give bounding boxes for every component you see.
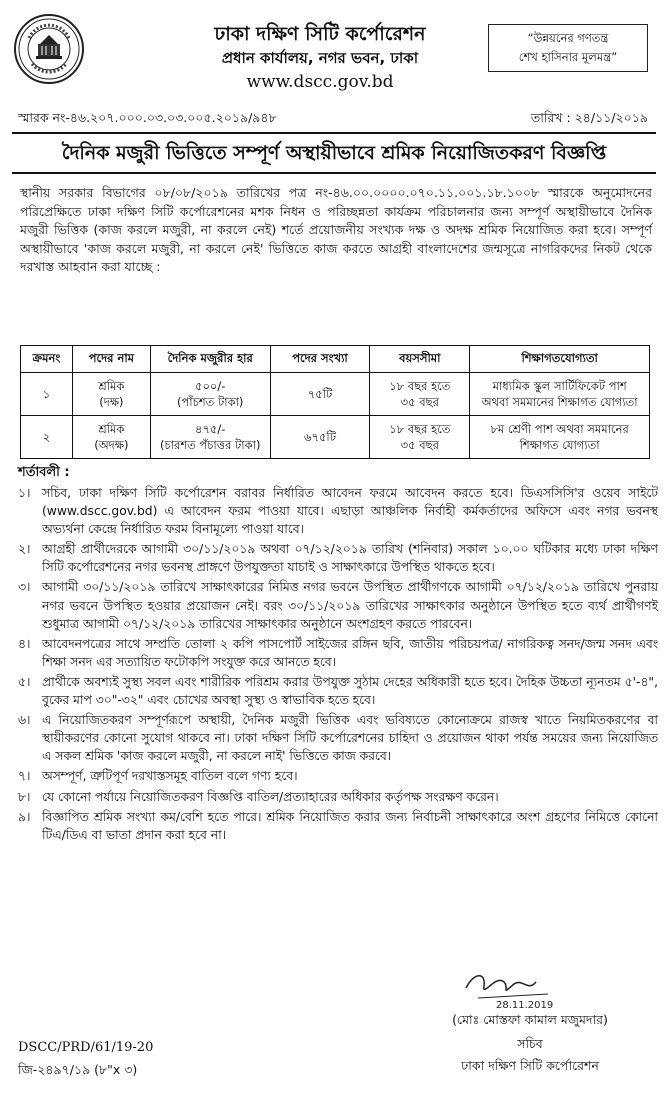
column-header: পদের সংখ্যা: [270, 346, 370, 373]
post-cell: [72, 416, 150, 459]
wage-words: (পাঁচশত টাকা): [177, 395, 244, 409]
age-min: ১৮ বছর হতে: [389, 379, 451, 393]
age-cell: [370, 373, 470, 416]
notice-title: দৈনিক মজুরী ভিত্তিতে সম্পূর্ণ অস্থায়ীভাবে শ্রমিক নিয়োজিতকরণ বিজ্ঞপ্তি: [12, 132, 656, 174]
wage-cell: [150, 373, 270, 416]
website-link[interactable]: www.dscc.gov.bd: [246, 72, 394, 92]
terms-list: [18, 484, 658, 846]
education-line-1: ৮ম শ্রেণী পাশ অথবা সমমানের: [490, 422, 629, 436]
count-cell: ৭৫টি: [270, 373, 370, 416]
term-item: [18, 711, 658, 765]
slogan-line-1: “উন্নয়নের গণতন্ত্র: [527, 31, 609, 45]
count-cell: ৬৭৫টি: [270, 416, 370, 459]
term-item: [18, 484, 658, 538]
signature-date: 28.11.2019: [496, 1000, 554, 1010]
signature-icon: [456, 968, 566, 1010]
term-item: [18, 767, 658, 785]
column-header: শিক্ষাগতযোগ্যতা: [470, 346, 650, 373]
slogan-line-2: শেখ হাসিনার মূলমন্ত্র”: [518, 50, 618, 64]
wage-cell: [150, 416, 270, 459]
term-number: ১।: [18, 486, 31, 500]
column-header: বয়সসীমা: [370, 346, 470, 373]
education-line-1: মাধ্যমিক স্কুল সার্টিফিকেট পাশ: [492, 379, 627, 393]
education-cell: [470, 416, 650, 459]
term-number: ৭।: [18, 769, 31, 784]
table-header-row: [21, 346, 650, 373]
term-text: আবেদনপত্রের সাথে সম্প্রতি তোলা ২ কপি পাসপোর্ট সাইজের রঙ্গিন ছবি, জাতীয় পরিচয়পত্র/ নাগরিকত্ব সনদ/জন্ম সনদ এবং শিক্ষা সনদ এর সত্যায়িত ফটোকপি সংযুক্ত করে আনতে হবে।: [42, 636, 658, 669]
post-type: (দক্ষ): [99, 395, 124, 409]
dscc-logo: [14, 14, 84, 84]
term-number: ২।: [18, 542, 31, 557]
term-number: ৩।: [18, 580, 31, 595]
age-min: ১৮ বছর হতে: [389, 422, 451, 436]
serial-cell: ১: [21, 373, 73, 416]
term-text: যে কোনো পর্যায়ে নিয়োজিতকরণ বিজ্ঞপ্তি বাতিল/প্রত্যাহারের অধিকার কর্তৃপক্ষ সংরক্ষণ করেন।: [42, 789, 499, 804]
gd-reference: জি-২৪৯৭/১৯ (৮"x ৩): [18, 1062, 138, 1077]
term-text: বিজ্ঞাপিত শ্রমিক সংখ্যা কম/বেশি হতে পারে। শ্রমিক নিয়োজিত করার জন্য নির্বাচনী সাক্ষাৎকারে অংশ গ্রহণের নিমিত্তে কোনো টিএ/ডিএ বা ভাতা প্রদান করা হবে না।: [42, 809, 658, 842]
memo-date: তারিখ : ২৪/১১/২০১৯: [530, 110, 648, 125]
signer-organization: ঢাকা দক্ষিণ সিটি কর্পোরেশন: [461, 1058, 599, 1073]
term-number: ৪।: [18, 636, 31, 651]
term-item: [18, 578, 658, 632]
posts-table: [20, 345, 650, 459]
org-name: ঢাকা দক্ষিণ সিটি কর্পোরেশন: [214, 23, 426, 45]
signer-name: (মোঃ মোস্তফা কামাল মজুমদার): [452, 1012, 608, 1027]
term-number: ৮।: [18, 789, 31, 804]
education-line-2: অথবা সমমানের শিক্ষাগত যোগ্যতা: [481, 395, 638, 409]
table-row: [21, 373, 650, 416]
term-text: এ নিয়োজিতকরণ সম্পূর্ণরূপে অস্থায়ী, দৈনিক মজুরী ভিত্তিক এবং ভবিষ্যতে কোনোক্রমে রাজস্ব খাতে নিয়মিতকরণের বা স্থায়ীকরণের কোনো সুযোগ থাকবে না। ঢাকা দক্ষিণ সিটি কর্পোরেশনের চাহিদা ও প্রয়োজন থাকা পর্যন্ত সময়ের জন্য নিয়োজিত এ সকল শ্রমিক 'কাজ করলে মজুরী, না করলে নাই' ভিত্তিতে কাজ করবে।: [42, 713, 658, 764]
intro-paragraph: স্থানীয় সরকার বিভাগের ০৮/০৮/২০১৯ তারিখের পত্র নং-৪৬.০০.০০০০.০৭০.১১.০০১.১৮.১০০৮ স্মারকে অনুমোদনের পরিপ্রেক্ষিতে ঢাকা দক্ষিণ সিটি কর্পোরেশনের মশক নিধন ও পরিচ্ছন্নতা কার্যক্রম পরিচালনার জন্য সম্পূর্ণ অস্থায়ীভাবে দৈনিক মজুরী ভিত্তিক (কাজ করলে মজুরী, না করলে নেই) শর্তে প্রয়োজনীয় সংখ্যক দক্ষ ও অদক্ষ শ্রমিক নিয়োজিত করা হবে। সম্পূর্ণ অস্থায়ীভাবে 'কাজ করলে মজুরী, না করলে নেই' ভিত্তিতে কাজ করতে আগ্রহী বাংলাদেশের জন্মসূত্রে নাগরিকদের নিকট থেকে দরখাস্ত আহবান করা যাচ্ছে :: [20, 185, 652, 275]
column-header: পদের নাম: [72, 346, 150, 373]
age-max: ৩৫ বছর: [400, 438, 439, 452]
office-address: প্রধান কার্যালয়, নগর ভবন, ঢাকা: [221, 49, 419, 67]
term-text: প্রার্থীকে অবশ্যই সুস্থ্য সবল এবং শারীরিক পরিশ্রম করার উপযুক্ত সুঠাম দেহের অধিকারী হতে হবে। দৈহিক উচ্চতা ন্যূনতম ৫'-৪", বুকের মাপ ৩০"-৩২" এবং চোখের অবস্থা সুস্থ্য ও স্বাভাবিক হতে হবে।: [42, 674, 658, 708]
term-item: [18, 540, 658, 576]
terms-heading: শর্তাবলী :: [18, 465, 70, 480]
column-header: দৈনিক মজুরীর হার: [150, 346, 270, 373]
memo-number: স্মারক নং-৪৬.২০৭.০০০.০৩.০৩.০০৫.২০১৯/৯৪৮: [18, 110, 277, 125]
handwritten-signature: [456, 968, 566, 1014]
term-text: আগামী ৩০/১১/২০১৯ তারিখে সাক্ষাৎকারের নিমিত্ত নগর ভবনে উপস্থিত প্রার্থীগণকে আগামী ০৭/১২/২০১৯ তারিখে পুনরায় নগর ভবনে উপস্থিত হওয়ার প্রয়োজন নেই। বরং ৩০/১১/২০১৯ তারিখের সাক্ষাৎকার অনুষ্ঠানে উপস্থিত হতে ব্যর্থ প্রার্থীগণই শুধুমাত্র আগামী ০৭/১২/২০১৯ তারিখের সাক্ষাৎকার অনুষ্ঠানে অংশগ্রহণ করতে পারবেন।: [42, 580, 658, 631]
dscc-emblem-icon: [16, 16, 82, 82]
term-text: অসম্পূর্ণ, ত্রুটিপূর্ণ দরখাস্তসমূহ বাতিল বলে গণ্য হবে।: [42, 769, 298, 784]
term-text: আগ্রহী প্রার্থীদেরকে আগামী ৩০/১১/২০১৯ অথবা ০৭/১২/২০১৯ তারিখ (শনিবার) সকাল ১০.০০ ঘটিকার মধ্যে ঢাকা দক্ষিণ সিটি কর্পোরেশনের নগর ভবনস্থ প্রাঙ্গণে উপযুক্ততা যাচাই ও সাক্ষাৎকারে উপস্থিত থাকতে হবে।: [42, 542, 658, 575]
prd-reference: DSCC/PRD/61/19-20: [18, 1040, 154, 1055]
post-type: (অদক্ষ): [94, 438, 129, 452]
education-line-2: শিক্ষাগত যোগ্যতা: [519, 438, 600, 452]
age-cell: [370, 416, 470, 459]
term-text: সচিব, ঢাকা দক্ষিণ সিটি কর্পোরেশন বরাবর নির্ধারিত আবেদন ফরমে আবেদন করতে হবে। ডিএসসিসি'র ওয়েব সাইটে (www.dscc.gov.bd) এ আবেদন ফরম পাওয়া যাবে। এছাড়া আঞ্চলিক নির্বাহী কর্মকর্তাদের অফিসে এবং নগর ভবনস্থ অভ্যর্থনা কেন্দ্রে নির্ধারিত ফরম বিনামূল্যে পাওয়া যাবে।: [42, 486, 658, 537]
term-number: ৬।: [18, 713, 31, 728]
wage-amount: ৪৭৫/-: [194, 422, 226, 436]
term-item: [18, 635, 658, 671]
signer-title: সচিব: [517, 1036, 543, 1051]
post-name: শ্রমিক: [98, 379, 125, 393]
serial-cell: ২: [21, 416, 73, 459]
term-number: ৫।: [18, 674, 31, 689]
slogan-box: [488, 24, 648, 72]
table-row: [21, 416, 650, 459]
column-header: ক্রমনং: [21, 346, 73, 373]
post-cell: [72, 373, 150, 416]
education-cell: [470, 373, 650, 416]
wage-amount: ৫০০/-: [194, 379, 226, 393]
term-item: [18, 673, 658, 709]
age-max: ৩৫ বছর: [400, 395, 439, 409]
post-name: শ্রমিক: [98, 422, 125, 436]
term-item: [18, 788, 658, 806]
wage-words: (চারশত পঁচাত্তর টাকা): [159, 438, 261, 452]
term-item: [18, 808, 658, 844]
term-number: ৯।: [18, 809, 31, 824]
